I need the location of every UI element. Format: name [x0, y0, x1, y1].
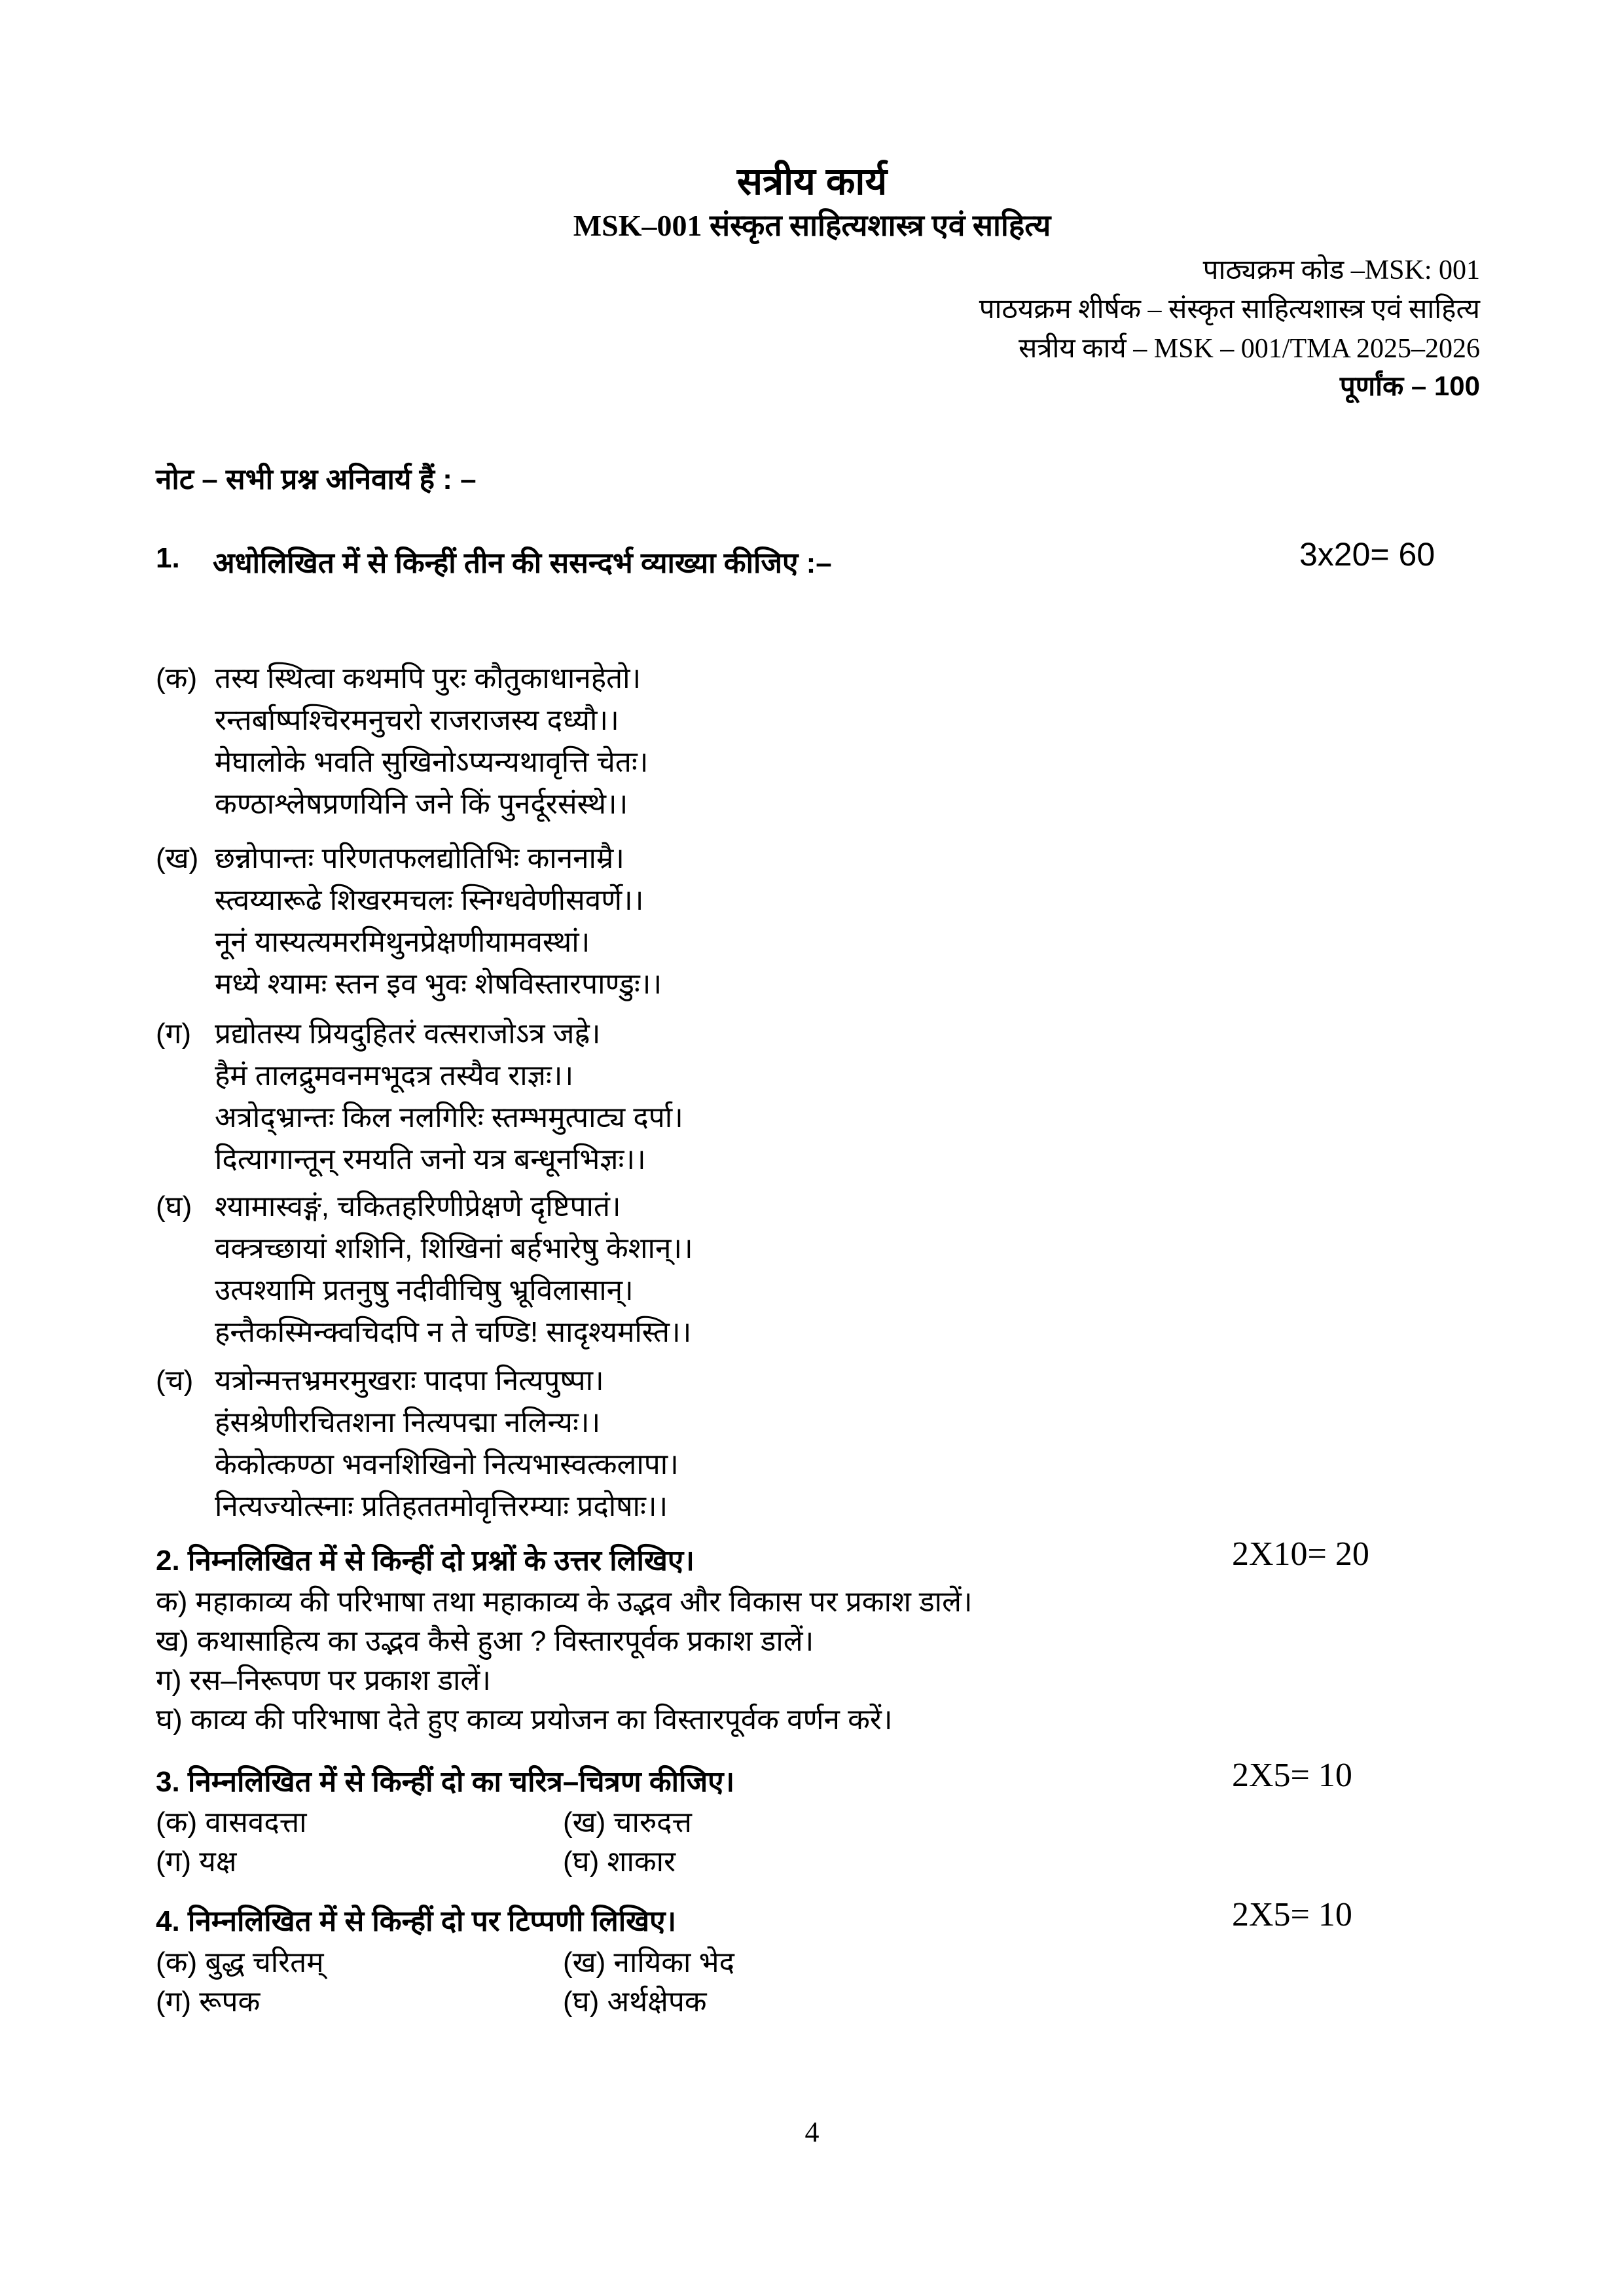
course-code: पाठ्यक्रम कोड –MSK: 001	[1202, 255, 1480, 285]
question-2-marks: 2X10= 20	[1232, 1535, 1369, 1573]
verse-line: प्रद्योतस्य प्रियदुहितरं वत्सराजोऽत्र जह्रे।	[215, 1018, 601, 1050]
question-3-marks: 2X5= 10	[1232, 1757, 1352, 1794]
question-1-marks: 3x20= 60	[1299, 536, 1435, 573]
verse-line: रन्तर्बाष्पश्चिरमनुचरो राजराजस्य दध्यौ।।	[215, 704, 619, 736]
question-4-heading: 4. निम्नलिखित में से किन्हीं दो पर टिप्पणी लिखिए।	[156, 1905, 677, 1937]
instructions-note: नोट – सभी प्रश्न अनिवार्य हैं : –	[156, 463, 477, 495]
verse-line: हन्तैकस्मिन्क्वचिदपि न ते चण्डि! सादृश्यमस्ति।।	[215, 1316, 692, 1348]
verse-line: नित्यज्योत्स्नाः प्रतिहततमोवृत्तिरम्याः प्रदोषाः।।	[215, 1490, 668, 1522]
question-2-item: घ) काव्य की परिभाषा देते हुए काव्य प्रयोजन का विस्तारपूर्वक वर्णन करें।	[156, 1704, 893, 1736]
verse-line: तस्य स्थित्वा कथमपि पुरः कौतुकाधानहेतो।	[215, 662, 641, 694]
question-4-item: (ख) नायिका भेद	[563, 1946, 734, 1979]
verse-line: हैमं तालद्रुमवनमभूदत्र तस्यैव राज्ञः।।	[215, 1060, 574, 1092]
verse-line: अत्रोद्भ्रान्तः किल नलगिरिः स्तम्भमुत्पाट्य दर्पा।	[215, 1102, 683, 1134]
verse-label: (क)	[156, 662, 198, 694]
question-1-text: अधोलिखित में से किन्हीं तीन की ससन्दर्भ व्याख्या कीजिए :–	[213, 547, 832, 579]
document-title: सत्रीय कार्य	[736, 160, 888, 203]
question-3-item: (ख) चारुदत्त	[563, 1806, 692, 1839]
verse-line: दित्यागान्तून् रमयति जनो यत्र बन्धूनभिज्ञः।।	[215, 1143, 646, 1175]
verse-line: यत्रोन्मत्तभ्रमरमुखराः पादपा नित्यपुष्पा।	[215, 1365, 604, 1397]
document-subtitle: MSK–001 संस्कृत साहित्यशास्त्र एवं साहित्य	[573, 209, 1051, 242]
page-number: 4	[804, 2116, 820, 2148]
question-1-number: 1.	[156, 542, 180, 574]
verse-line: मध्ये श्यामः स्तन इव भुवः शेषविस्तारपाण्डुः।।	[215, 968, 662, 1000]
verse-label: (घ)	[156, 1191, 192, 1223]
question-4-item: (क) बुद्ध चरितम्	[156, 1946, 324, 1979]
verse-line: नूनं यास्यत्यमरमिथुनप्रेक्षणीयामवस्थां।	[215, 926, 590, 958]
question-2-item: ग) रस–निरूपण पर प्रकाश डालें।	[156, 1664, 491, 1696]
verse-line: वक्त्रच्छायां शशिनि, शिखिनां बर्हभारेषु केशान्।।	[215, 1232, 693, 1265]
question-3-item: (ग) यक्ष	[156, 1846, 237, 1878]
verse-line: हंसश्रेणीरचितशना नित्यपद्मा नलिन्यः।।	[215, 1407, 601, 1439]
verse-label: (ग)	[156, 1018, 192, 1050]
question-4-item: (घ) अर्थक्षेपक	[563, 1986, 707, 2018]
question-2-item: ख) कथासाहित्य का उद्भव कैसे हुआ ? विस्तारपूर्वक प्रकाश डालें।	[156, 1625, 814, 1657]
verse-line: कण्ठाश्लेषप्रणयिनि जने किं पुनर्दूरसंस्थे।।	[215, 788, 628, 820]
question-3-item: (क) वासवदत्ता	[156, 1806, 307, 1839]
question-4-marks: 2X5= 10	[1232, 1896, 1352, 1933]
verse-line: उत्पश्यामि प्रतनुषु नदीवीचिषु भ्रूविलासान्।	[215, 1274, 634, 1306]
max-marks: पूर्णांक – 100	[1339, 370, 1480, 401]
question-3-item: (घ) शाकार	[563, 1846, 676, 1878]
verse-label: (च)	[156, 1365, 194, 1397]
assignment-code: सत्रीय कार्य – MSK – 001/TMA 2025–2026	[1018, 334, 1480, 364]
question-3-heading: 3. निम्नलिखित में से किन्हीं दो का चरित्र–चित्रण कीजिए।	[156, 1766, 735, 1798]
verse-line: केकोत्कण्ठा भवनशिखिनो नित्यभास्वत्कलापा।	[215, 1448, 679, 1480]
course-title: पाठयक्रम शीर्षक – संस्कृत साहित्यशास्त्र एवं साहित्य	[979, 295, 1480, 325]
verse-line: मेघालोके भवति सुखिनोऽप्यन्यथावृत्ति चेतः।	[215, 746, 649, 778]
verse-line: स्त्वय्यारूढे शिखरमचलः स्निग्धवेणीसवर्णे।।	[215, 884, 644, 916]
verse-line: छन्नोपान्तः परिणतफलद्योतिभिः काननाम्रै।	[215, 842, 624, 874]
verse-line: श्यामास्वङ्गं, चकितहरिणीप्रेक्षणे दृष्टिपातं।	[215, 1191, 621, 1223]
verse-label: (ख)	[156, 842, 199, 874]
question-2-item: क) महाकाव्य की परिभाषा तथा महाकाव्य के उद्भव और विकास पर प्रकाश डालें।	[156, 1586, 973, 1618]
question-4-item: (ग) रूपक	[156, 1986, 261, 2018]
question-2-heading: 2. निम्नलिखित में से किन्हीं दो प्रश्नों के उत्तर लिखिए।	[156, 1545, 695, 1577]
